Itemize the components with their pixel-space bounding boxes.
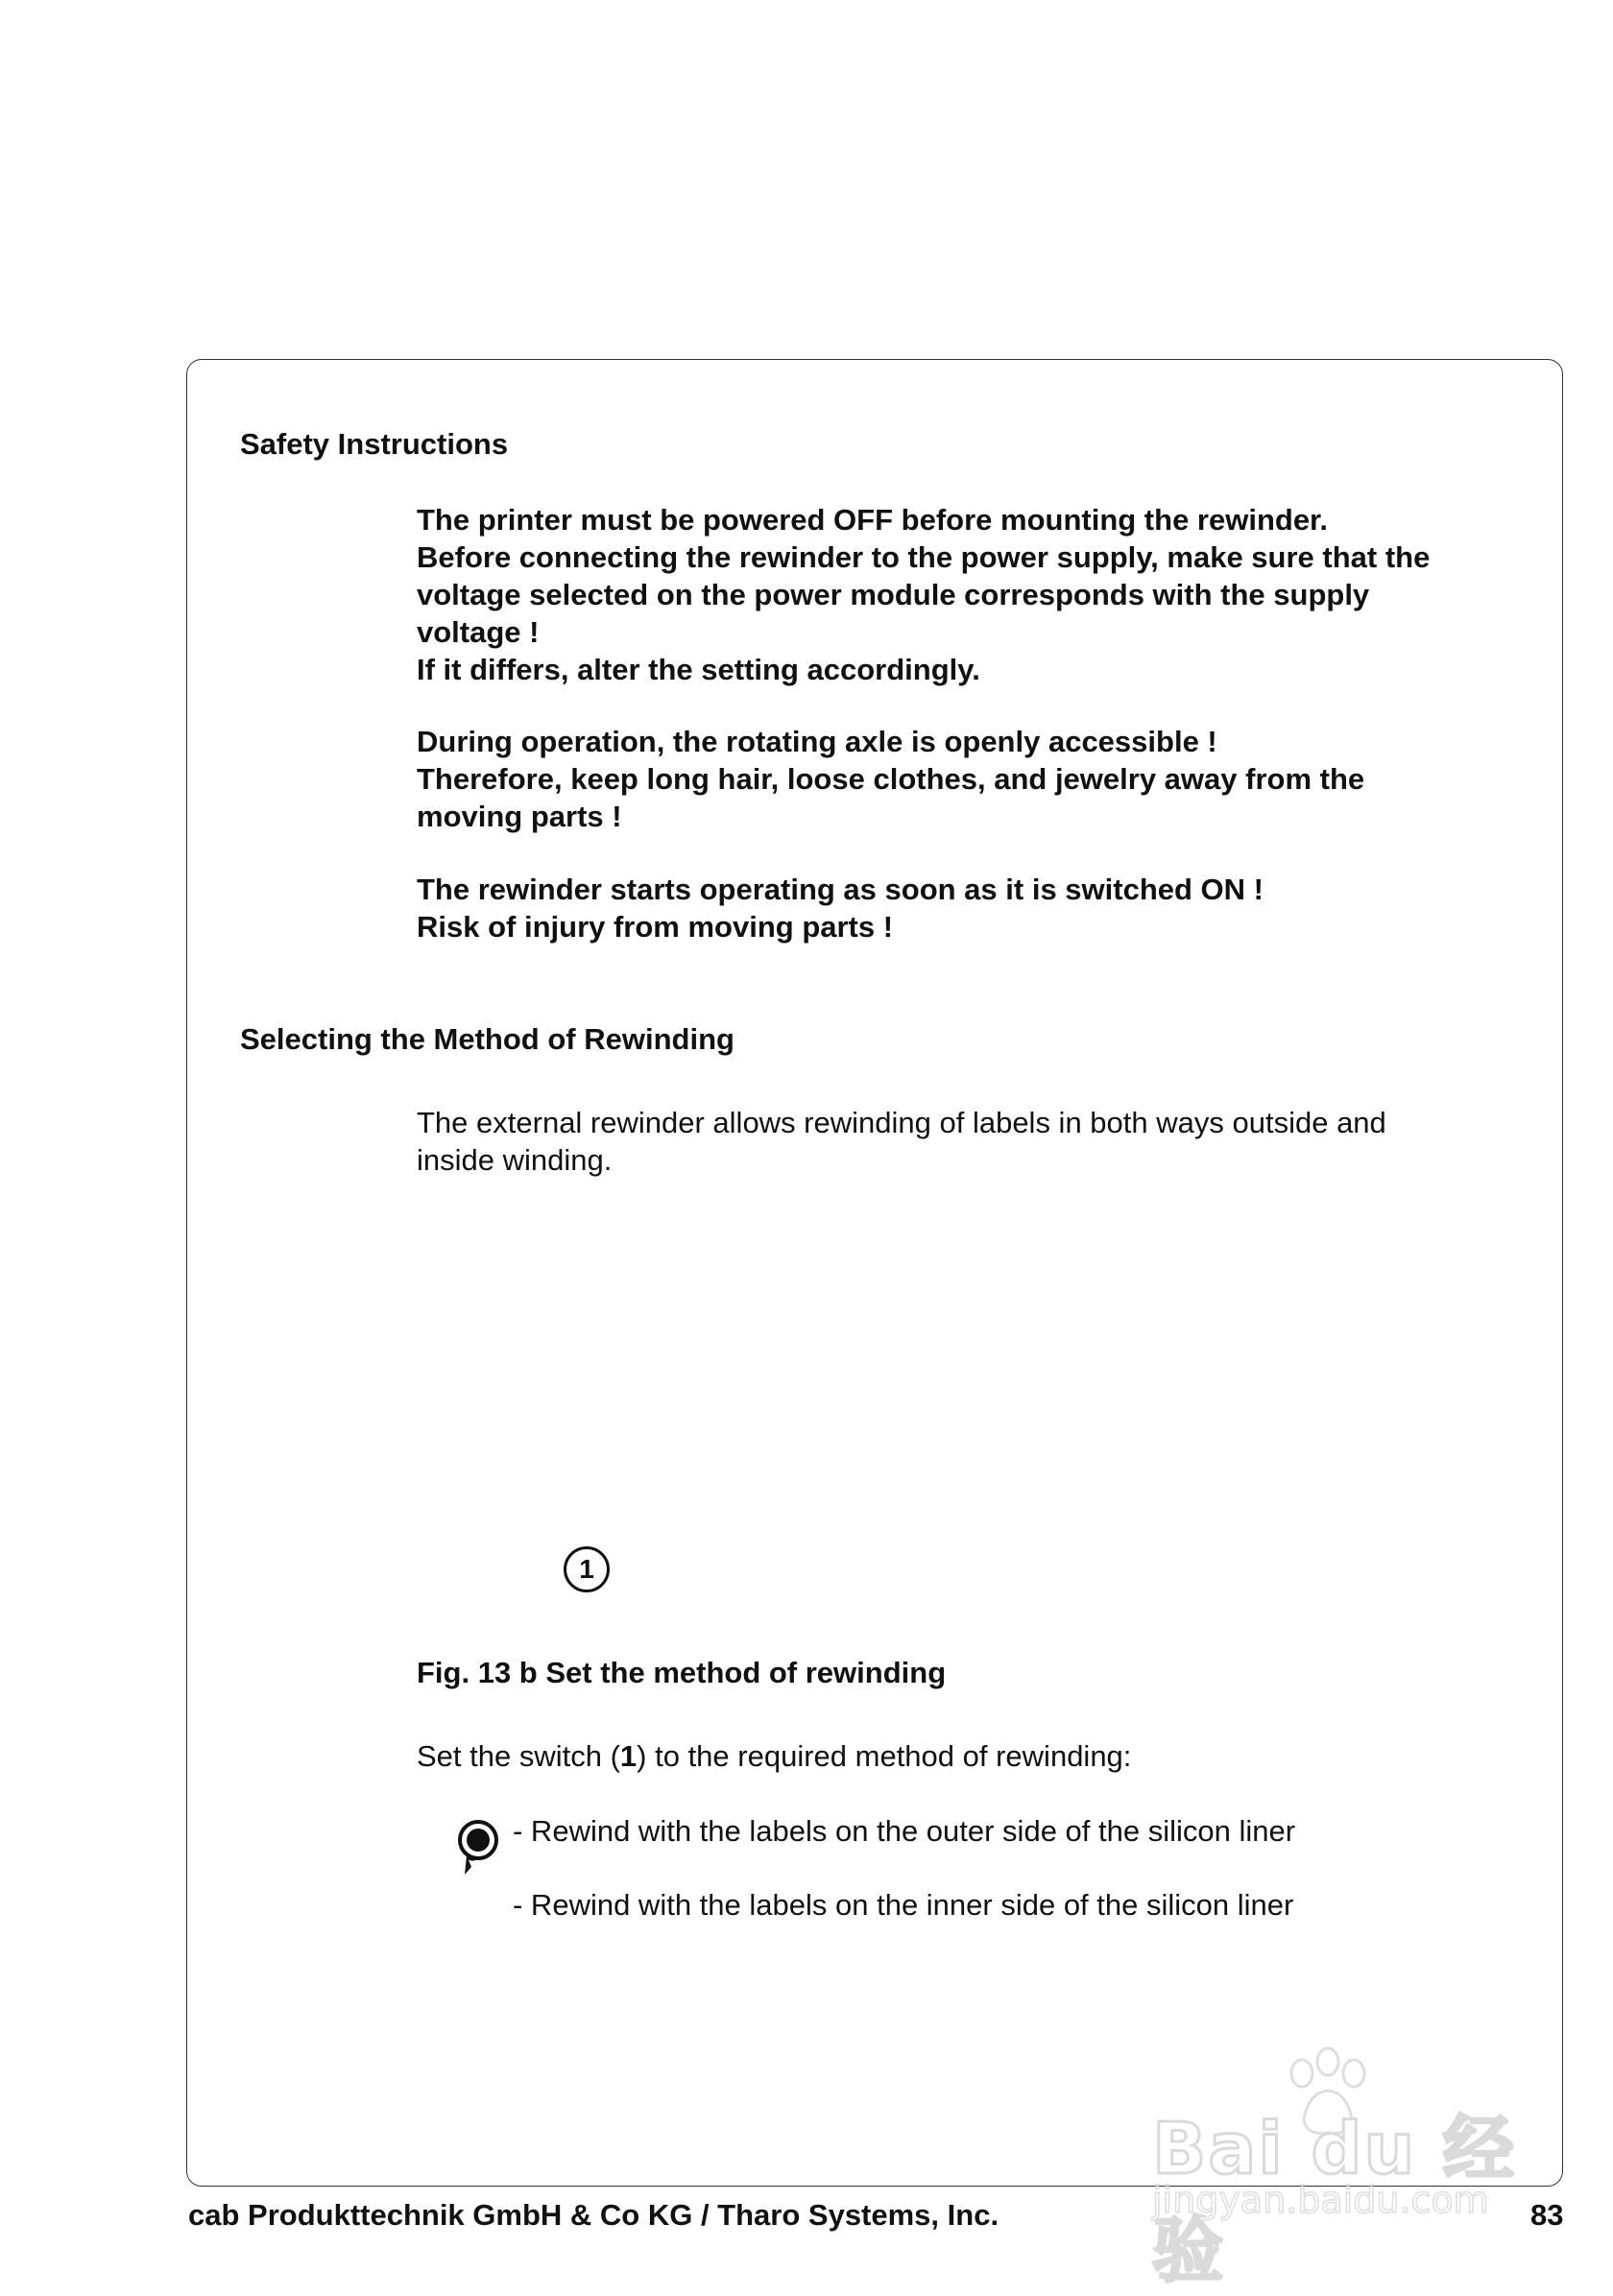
- callout-number: 1: [579, 1554, 594, 1584]
- text-line: voltage !: [417, 615, 540, 649]
- text-line: moving parts !: [417, 800, 622, 833]
- text-line: The printer must be powered OFF before mounting the rewinder.: [417, 503, 1329, 537]
- instruction-before: Set the switch (: [417, 1739, 620, 1773]
- page-number: 83: [1530, 2198, 1564, 2232]
- instruction-number: 1: [619, 1739, 638, 1773]
- text-line: Risk of injury from moving parts !: [417, 910, 894, 944]
- safety-heading: Safety Instructions: [240, 427, 509, 461]
- safety-paragraph-axle: [417, 723, 1521, 835]
- figure-caption: Fig. 13 b Set the method of rewinding: [417, 1656, 947, 1689]
- text-line: During operation, the rotating axle is openly accessible !: [417, 725, 1217, 758]
- text-line: The external rewinder allows rewinding of labels in both ways outside and: [417, 1106, 1386, 1139]
- text-line: If it differs, alter the setting accordingly.: [417, 653, 980, 686]
- method-intro: [417, 1104, 1521, 1179]
- safety-paragraph-switch: [417, 871, 1521, 945]
- footer-company: cab Produkttechnik GmbH & Co KG / Tharo Systems, Inc.: [188, 2198, 999, 2232]
- option-inner-side: - Rewind with the labels on the inner side of the silicon liner: [513, 1888, 1294, 1922]
- text-line: The rewinder starts operating as soon as it is switched ON !: [417, 873, 1264, 906]
- switch-callout: [564, 1546, 610, 1592]
- method-heading: Selecting the Method of Rewinding: [240, 1022, 734, 1056]
- text-line: inside winding.: [417, 1143, 613, 1177]
- baidu-watermark: [1152, 2045, 1536, 2292]
- instruction-after: ) to the required method of rewinding:: [637, 1739, 1132, 1773]
- text-line: Before connecting the rewinder to the power supply, make sure that the: [417, 540, 1431, 574]
- option-outer-side: - Rewind with the labels on the outer side of the silicon liner: [513, 1814, 1296, 1848]
- safety-paragraph-power: [417, 501, 1521, 688]
- outside-winding-icon: [455, 1817, 503, 1877]
- watermark-sub: jingyan.baidu.com: [1152, 2179, 1489, 2221]
- instruction-text: [417, 1739, 1131, 1774]
- text-line: Therefore, keep long hair, loose clothes, and jewelry away from the: [417, 762, 1365, 796]
- watermark-main: Bai du 经验: [1152, 2108, 1516, 2292]
- text-line: voltage selected on the power module corresponds with the supply: [417, 578, 1370, 611]
